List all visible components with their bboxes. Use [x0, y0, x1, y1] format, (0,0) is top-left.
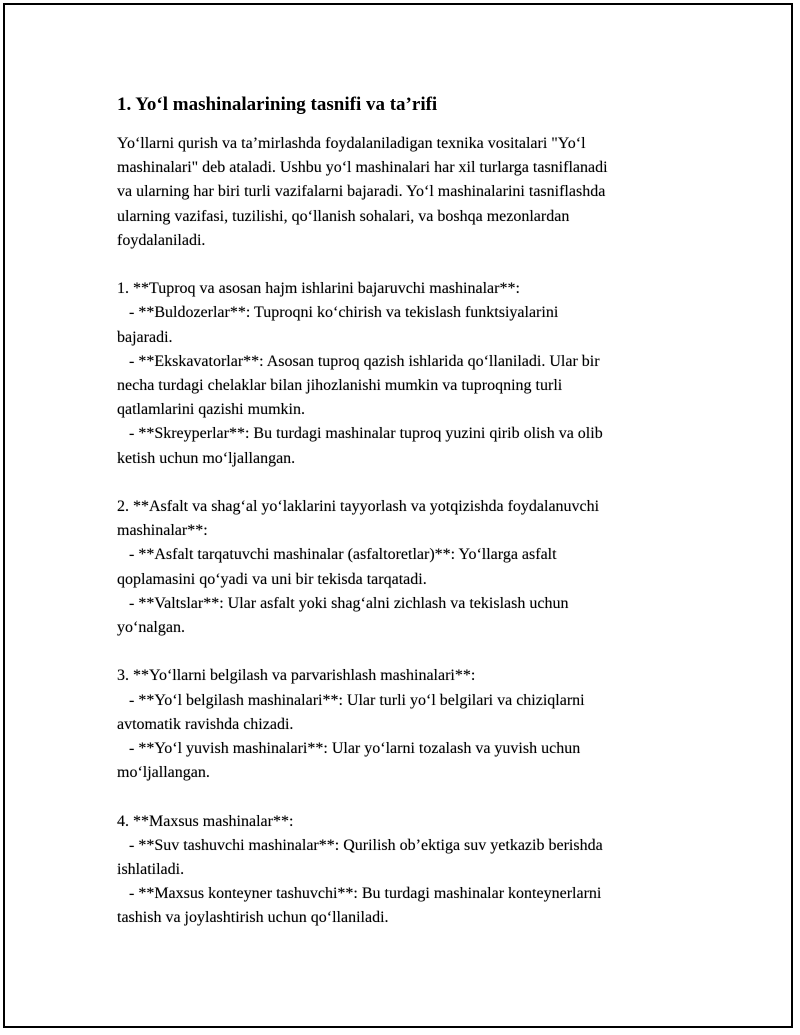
text-line: mashinalar**: — [117, 522, 208, 540]
text-line: ishlatiladi. — [117, 861, 185, 879]
blank-line — [117, 253, 692, 277]
text-line: - **Asfalt tarqatuvchi mashinalar (asfaltoretlar)**: Yo‘llarga asfalt — [117, 546, 557, 564]
text-line: necha turdagi chelaklar bilan jihozlanishi mumkin va tuproqning turli — [117, 377, 563, 395]
text-line: avtomatik ravishda chizadi. — [117, 715, 294, 733]
section-title: 1. Yo‘l mashinalarining tasnifi va ta’rifi — [117, 94, 438, 115]
text-line: ularning vazifasi, tuzilishi, qo‘llanish sohalari, va boshqa mezonlardan — [117, 207, 570, 225]
text-line: - **Ekskavatorlar**: Asosan tuproq qazish ishlarida qo‘llaniladi. Ular bir — [117, 352, 600, 370]
document-body — [117, 92, 692, 931]
text-line: 4. **Maxsus mashinalar**: — [117, 812, 294, 830]
text-line: - **Yo‘l yuvish mashinalari**: Ular yo‘larni tozalash va yuvish uchun — [117, 740, 581, 758]
text-line: qatlamlarini qazishi mumkin. — [117, 401, 305, 419]
blank-line — [117, 785, 692, 809]
text-line: 3. **Yo‘llarni belgilash va parvarishlash mashinalari**: — [117, 667, 476, 685]
text-line: - **Skreyperlar**: Bu turdagi mashinalar tuproq yuzini qirib olish va olib — [117, 425, 603, 443]
text-line: 2. **Asfalt va shag‘al yo‘laklarini tayyorlash va yotqizishda foydalanuvchi — [117, 498, 600, 516]
text-line: - **Buldozerlar**: Tuproqni ko‘chirish va tekislash funktsiyalarini — [117, 304, 559, 322]
text-line: - **Maxsus konteyner tashuvchi**: Bu turdagi mashinalar konteynerlarni — [117, 885, 602, 903]
text-line: qoplamasini qo‘yadi va uni bir tekisda tarqatadi. — [117, 570, 427, 588]
text-line: yo‘nalgan. — [117, 619, 185, 637]
blank-line — [117, 640, 692, 664]
text-line: ketish uchun mo‘ljallangan. — [117, 449, 296, 467]
text-line: - **Suv tashuvchi mashinalar**: Qurilish ob’ektiga suv yetkazib berishda — [117, 836, 603, 854]
text-line: mo‘ljallangan. — [117, 764, 210, 782]
text-line: foydalaniladi. — [117, 231, 206, 249]
text-line: - **Valtslar**: Ular asfalt yoki shag‘alni zichlash va tekislash uchun — [117, 594, 569, 612]
text-block — [117, 132, 692, 931]
text-line: 1. **Tuproq va asosan hajm ishlarini bajaruvchi mashinalar**: — [117, 280, 520, 298]
text-line: - **Yo‘l belgilash mashinalari**: Ular turli yo‘l belgilari va chiziqlarni — [117, 691, 585, 709]
text-line: va ularning har biri turli vazifalarni bajaradi. Yo‘l mashinalarini tasniflashda — [117, 183, 606, 201]
text-line: Yo‘llarni qurish va ta’mirlashda foydalaniladigan texnika vositalari "Yo‘l — [117, 135, 586, 152]
text-line: mashinalari" deb ataladi. Ushbu yo‘l mashinalari har xil turlarga tasniflanadi — [117, 159, 608, 177]
blank-line — [117, 471, 692, 495]
text-line: tashish va joylashtirish uchun qo‘llaniladi. — [117, 909, 389, 927]
text-line: bajaradi. — [117, 328, 173, 346]
